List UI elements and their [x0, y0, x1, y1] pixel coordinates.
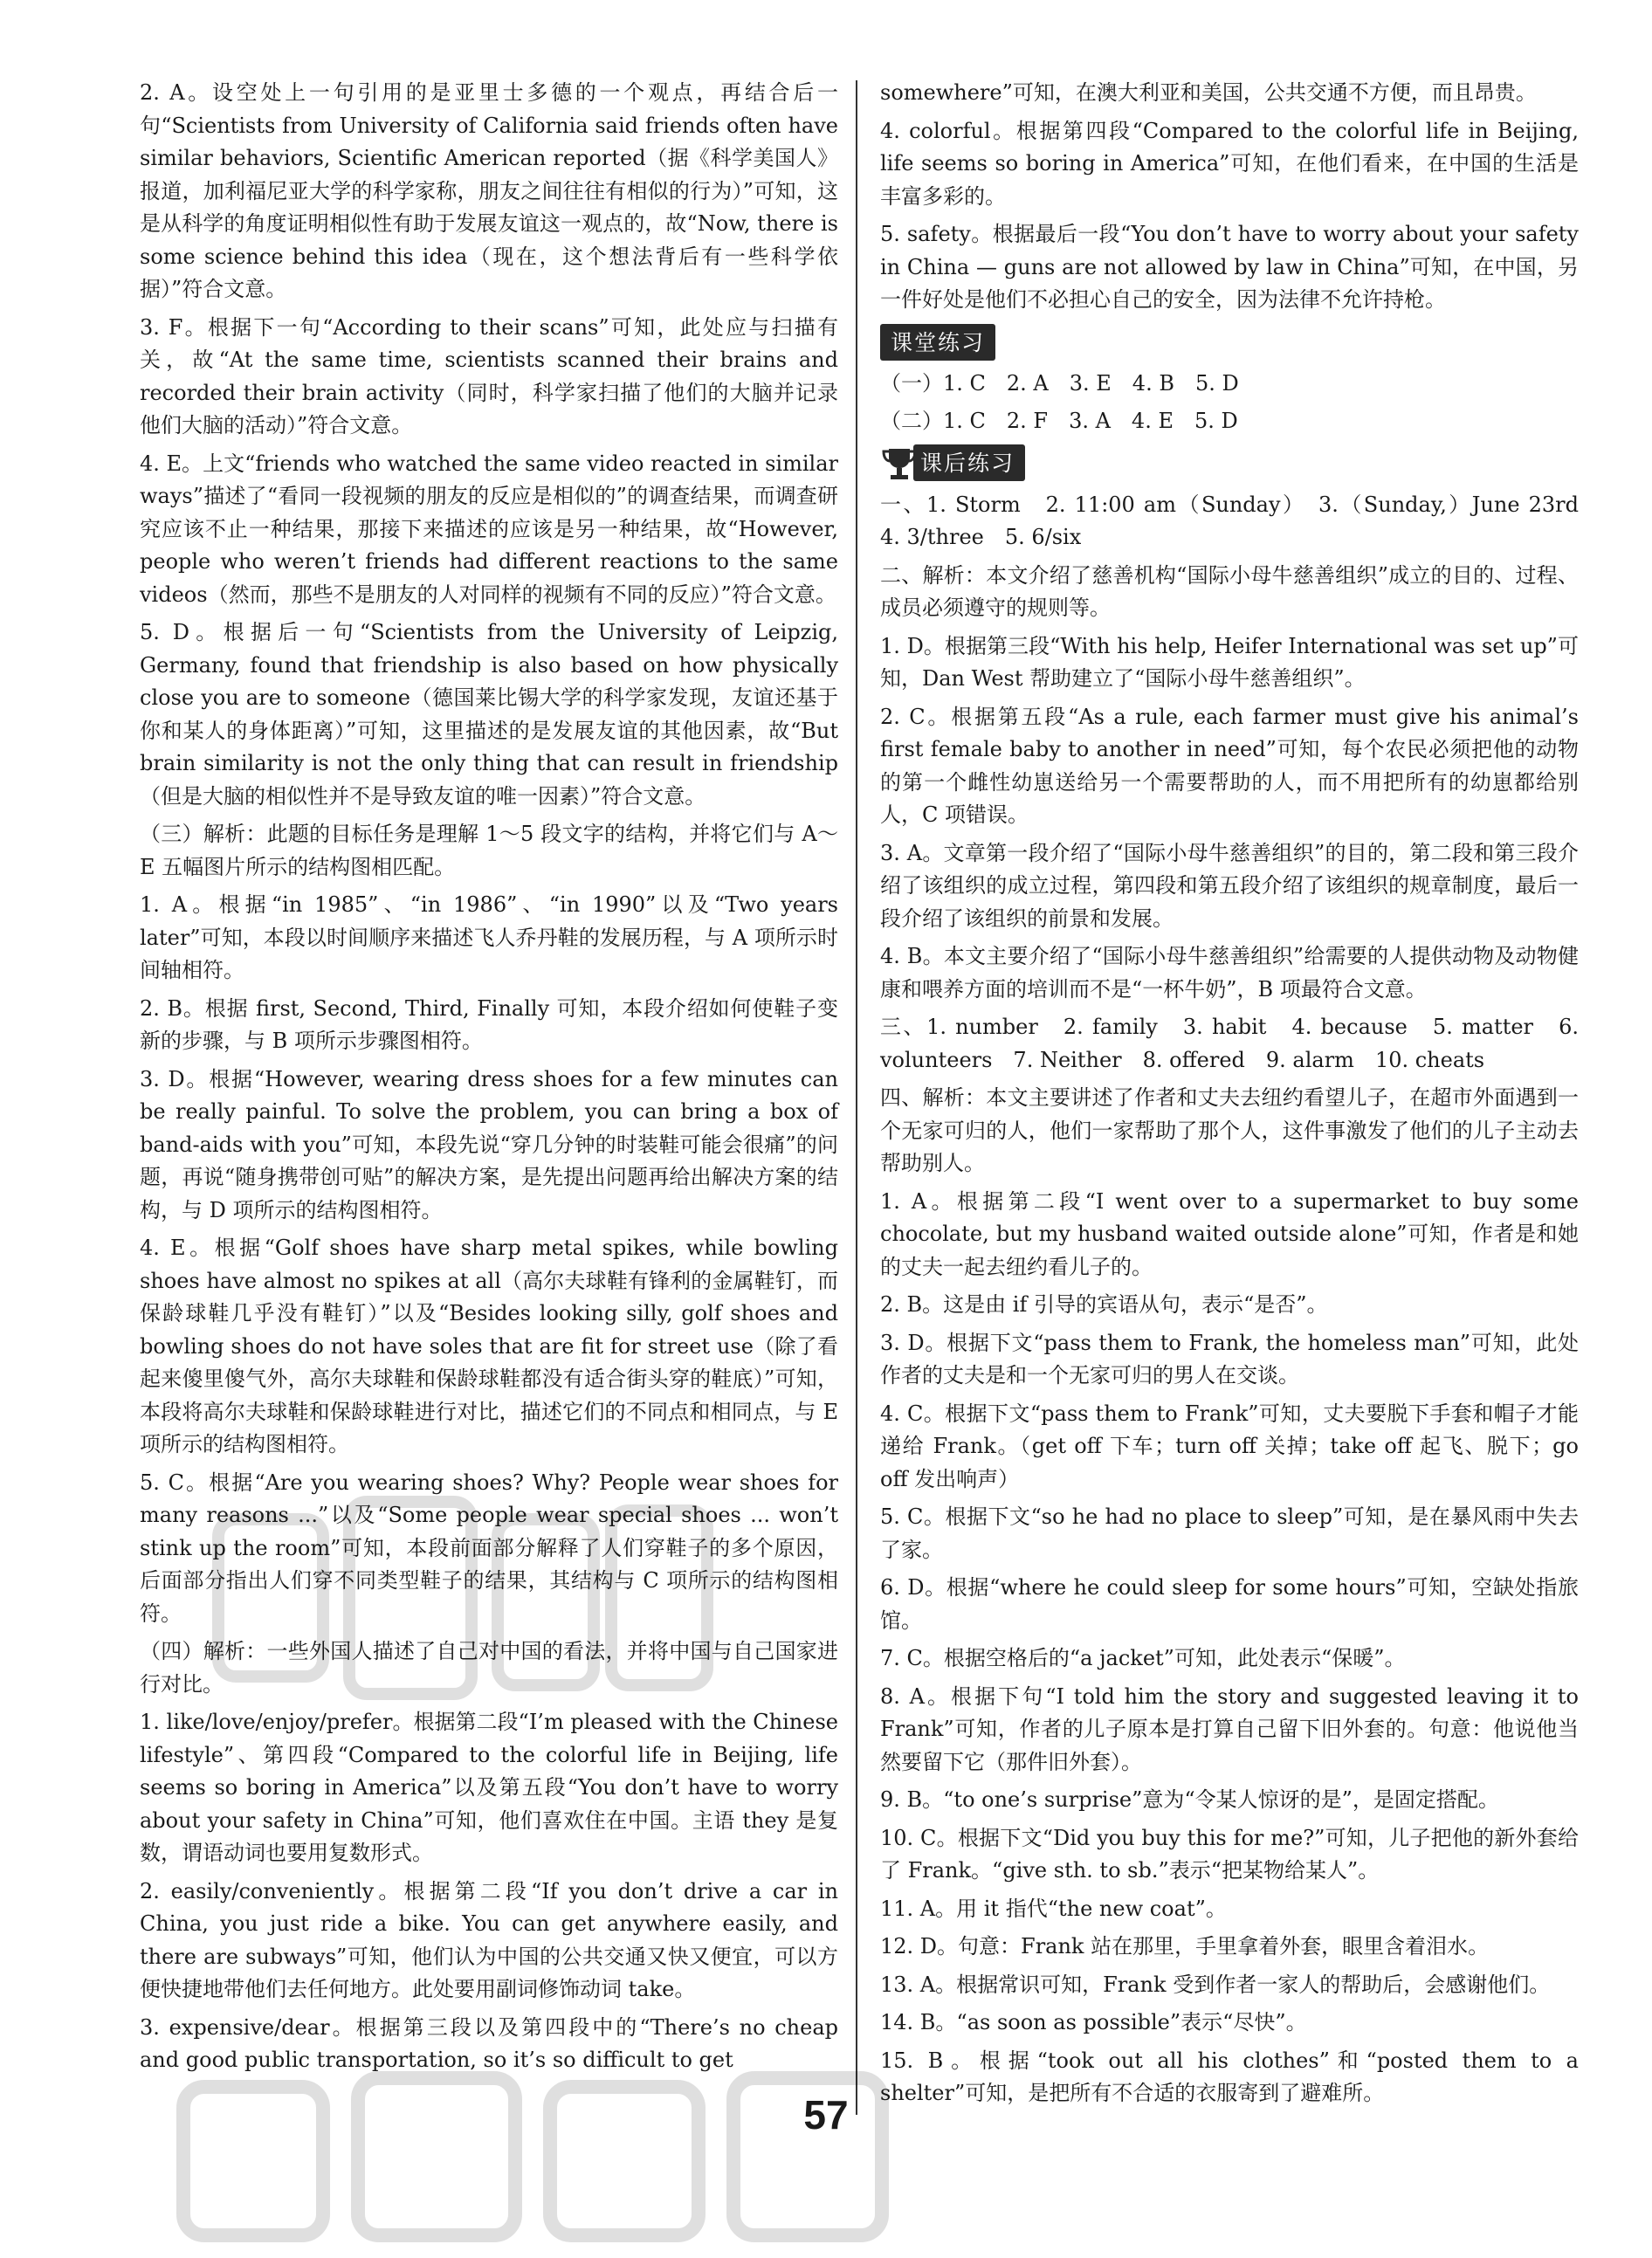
left-column	[140, 77, 838, 2082]
answer-item: 4. C。根据下文“pass them to Frank”可知，丈夫要脱下手套和帽子才能递给 Frank。（get off 下车；turn off 关掉；take off 起飞、脱下；go off 发出响声）	[880, 1401, 1579, 1491]
column-divider	[856, 80, 857, 2115]
in-class-badge: 课堂练习	[880, 324, 995, 361]
answer-item: 2. C。根据第五段“As a rule, each farmer must give his animal’s first female baby to another in need”可知，每个农民必须把他的动物的第一个雌性幼崽送给另一个需要帮助的人，而不用把所有的幼崽都给别人，C 项错误。	[880, 704, 1579, 827]
answer-item: 3. F。根据下一句“According to their scans”可知，此处应与扫描有关，故“At the same time, scientists scanned their brains and recorded their brain activity（同时，科学家扫描了他们的大脑并记录他们大脑的活动）”符合文意。	[140, 314, 838, 437]
answer-line: （二）1. C 2. F 3. A 4. E 5. D	[880, 409, 1238, 433]
right-column	[880, 77, 1600, 2116]
section-analysis: 二、解析：本文介绍了慈善机构“国际小母牛慈善组织”成立的目的、过程、成员必须遵守的规则等。	[880, 562, 1579, 620]
answer-item: 4. E。根据“Golf shoes have sharp metal spikes, while bowling shoes have almost no spikes at all（高尔夫球鞋有锋利的金属鞋钉，而保龄球鞋几乎没有鞋钉）”以及“Besides looking silly, golf shoes and bowling shoes do not have soles that are fit for street use（除了看起来傻里傻气外，高尔夫球鞋和保龄球鞋都没有适合街头穿的鞋底）”可知，本段将高尔夫球鞋和保龄球鞋进行对比，描述它们的不同点和相同点，与 E 项所示的结构图相符。	[140, 1236, 838, 1456]
answer-item: 3. D。根据下文“pass them to Frank, the homeless man”可知，此处作者的丈夫是和一个无家可归的男人在交谈。	[880, 1330, 1579, 1387]
answer-item: 2. B。根据 first, Second, Third, Finally 可知，本段介绍如何使鞋子变新的步骤，与 B 项所示步骤图相符。	[140, 995, 838, 1053]
answer-item: 12. D。句意：Frank 站在那里，手里拿着外套，眼里含着泪水。	[880, 1934, 1490, 1959]
answer-item: 4. B。本文主要介绍了“国际小母牛慈善组织”给需要的人提供动物及动物健康和喂养方面的培训而不是“一杯牛奶”，B 项最符合文意。	[880, 944, 1579, 1002]
answer-item: 3. D。根据“However, wearing dress shoes for a few minutes can be really painful. To solve the problem, you can bring a box of band-aids with you”可知，本段先说“穿几分钟的时装鞋可能会很痛”的问题，再说“随身携带创可贴”的解决方案，是先提出问题再给出解决方案的结构，与 D 项所示的结构图相符。	[140, 1066, 838, 1222]
after-class-badge: 课后练习	[913, 444, 1025, 481]
answer-item: 3. expensive/dear。根据第三段以及第四段中的“There’s no cheap and good public transportation, so it’s so difficult to get	[140, 2014, 838, 2072]
answer-item: 9. B。“to one’s surprise”意为“令某人惊讶的是”，是固定搭配。	[880, 1787, 1499, 1812]
answer-item: 1. D。根据第三段“With his help, Heifer International was set up”可知，Dan West 帮助建立了“国际小母牛慈善组织”。	[880, 633, 1579, 691]
section-header-in-class	[880, 322, 1579, 368]
answer-item: 15. B。根据“took out all his clothes”和“posted them to a shelter”可知，是把所有不合适的衣服寄到了避难所。	[880, 2048, 1579, 2105]
answer-line: （一）1. C 2. A 3. E 4. B 5. D	[880, 370, 1239, 396]
section-analysis: （四）解析：一些外国人描述了自己对中国的看法，并将中国与自己国家进行对比。	[140, 1639, 838, 1697]
answer-item: 2. easily/conveniently。根据第二段“If you don’t drive a car in China, you just ride a bike. You can get anywhere easily, and there are subways”可知，他们认为中国的公共交通又快又便宜，可以方便快捷地带他们去任何地方。此处要用副词修饰动词 take。	[140, 1878, 838, 2001]
answer-item: 5. C。根据下文“so he had no place to sleep”可知，是在暴风雨中失去了家。	[880, 1504, 1579, 1562]
answer-item: 3. A。文章第一段介绍了“国际小母牛慈善组织”的目的，第二段和第三段介绍了该组织的成立过程，第四段和第五段介绍了该组织的规章制度，最后一段介绍了该组织的前景和发展。	[880, 840, 1579, 931]
answer-item: 6. D。根据“where he could sleep for some hours”可知，空缺处指旅馆。	[880, 1575, 1579, 1633]
answer-item: 4. E。上文“friends who watched the same video reacted in similar ways”描述了“看同一段视频的朋友的反应是相似的”的调查结果，而调查研究应该不止一种结果，那接下来描述的应该是另一种结果，故“However, people who weren’t friends had different reactions to the same videos（然而，那些不是朋友的人对同样的视频有不同的反应）”符合文意。	[140, 451, 838, 607]
section-header-after-class	[880, 444, 1579, 482]
answer-item: 2. B。这是由 if 引导的宾语从句，表示“是否”。	[880, 1292, 1328, 1317]
answer-item: 1. like/love/enjoy/prefer。根据第二段“I’m pleased with the Chinese lifestyle”、第四段“Compared to the colorful life in Beijing, life seems so boring in America”以及第五段“You don’t have to worry about your safety in China”可知，他们喜欢住在中国。主语 they 是复数，谓语动词也要用复数形式。	[140, 1710, 838, 1865]
answer-item: 一、1. Storm 2. 11:00 am（Sunday） 3.（Sunday,）June 23rd 4. 3/three 5. 6/six	[880, 492, 1600, 549]
answer-item: 1. A。根据“in 1985”、“in 1986”、“in 1990”以及“Two years later”可知，本段以时间顺序来描述飞人乔丹鞋的发展历程，与 A 项所示时间轴相符。	[140, 892, 838, 982]
section-analysis: 四、解析：本文主要讲述了作者和丈夫去纽约看望儿子，在超市外面遇到一个无家可归的人，他们一家帮助了那个人，这件事激发了他们的儿子主动去帮助别人。	[880, 1085, 1579, 1175]
answer-item: 三、1. number 2. family 3. habit 4. because 5. matter 6. volunteers 7. Neither 8. offered 9. alarm 10. cheats	[880, 1015, 1579, 1072]
answer-item: 11. A。用 it 指代“the new coat”。	[880, 1896, 1227, 1921]
answer-item: 10. C。根据下文“Did you buy this for me?”可知，儿子把他的新外套给了 Frank。“give sth. to sb.”表示“把某物给某人”。	[880, 1825, 1579, 1883]
section-analysis: （三）解析：此题的目标任务是理解 1～5 段文字的结构，并将它们与 A～E 五幅图片所示的结构图相匹配。	[140, 822, 838, 879]
answer-item: 4. colorful。根据第四段“Compared to the colorful life in Beijing, life seems so boring in America”可知，在他们看来，在中国的生活是丰富多彩的。	[880, 118, 1579, 209]
answer-item: somewhere”可知，在澳大利亚和美国，公共交通不方便，而且昂贵。	[880, 80, 1537, 105]
answer-item: 14. B。“as soon as possible”表示“尽快”。	[880, 2010, 1307, 2034]
answer-item: 5. safety。根据最后一段“You don’t have to worry about your safety in China — guns are not allowed by law in China”可知，在中国，另一件好处是他们不必担心自己的安全，因为法律不允许持枪。	[880, 222, 1579, 312]
answer-item: 5. D。根据后一句“Scientists from the University of Leipzig, Germany, found that friendship is also based on how physically close you are to someone（德国莱比锡大学的科学家发现，友谊还基于你和某人的身体距离）”可知，这里描述的是发展友谊的其他因素，故“But brain similarity is not the only thing that can result in friendship（但是大脑的相似性并不是导致友谊的唯一因素）”符合文意。	[140, 620, 838, 809]
answer-item: 2. A。设空处上一句引用的是亚里士多德的一个观点，再结合后一句“Scientists from University of California said friends often have similar behaviors, Scientific American reported（据《科学美国人》报道，加利福尼亚大学的科学家称，朋友之间往往有相似的行为）”可知，这是从科学的角度证明相似性有助于发展友谊这一观点的，故“Now, there is some science behind this idea（现在，这个想法背后有一些科学依据）”符合文意。	[140, 80, 838, 301]
answer-item: 5. C。根据“Are you wearing shoes? Why? People wear shoes for many reasons ...”以及“Some people wear special shoes ... won’t stink up the room”可知，本段前面部分解释了人们穿鞋子的多个原因，后面部分指出人们穿不同类型鞋子的结果，其结构与 C 项所示的结构图相符。	[140, 1470, 838, 1626]
answer-item: 1. A。根据第二段“I went over to a supermarket to buy some chocolate, but my husband waited outside alone”可知，作者是和她的丈夫一起去纽约看儿子的。	[880, 1188, 1579, 1279]
answer-item: 13. A。根据常识可知，Frank 受到作者一家人的帮助后，会感谢他们。	[880, 1972, 1551, 1997]
page-number: 57	[803, 2092, 849, 2138]
answer-item: 7. C。根据空格后的“a jacket”可知，此处表示“保暖”。	[880, 1646, 1406, 1670]
answer-item: 8. A。根据下句“I told him the story and suggested leaving it to Frank”可知，作者的儿子原本是打算自己留下旧外套的。句意：他说他当然要留下它（那件旧外套）。	[880, 1683, 1579, 1774]
